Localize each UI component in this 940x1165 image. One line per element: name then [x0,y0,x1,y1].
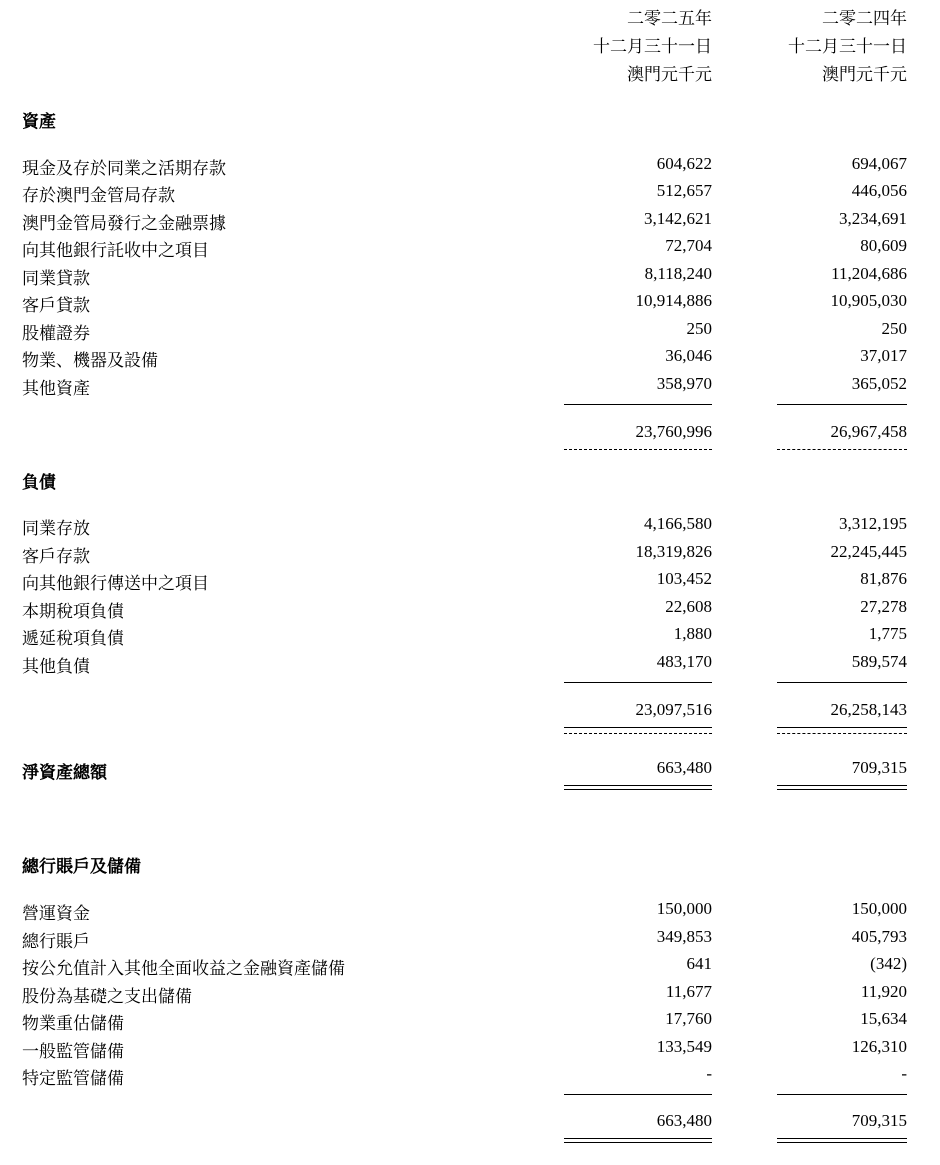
subtotal-rule [777,404,907,405]
liabilities-total-2024: 26,258,143 [830,700,907,719]
asset-row-2025: 358,970 [656,374,712,393]
header-2024-date: 十二月三十一日 [788,37,907,56]
net-assets-label: 淨資產總額 [22,763,107,783]
header-2025-year: 二零二五年 [627,9,712,28]
total-solid-rule [777,727,907,728]
subtotal-rule [564,404,712,405]
liability-row-2024: 22,245,445 [830,542,907,561]
asset-row-2025: 604,622 [656,154,712,173]
liability-row-2025: 4,166,580 [644,514,712,533]
liability-row-label: 同業存放 [22,519,90,538]
double-underline [777,785,907,790]
asset-row-2025: 72,704 [665,236,712,255]
reserve-row-2024: 405,793 [851,927,907,946]
asset-row-label: 其他資產 [22,379,90,398]
reserve-row-2024: 11,920 [860,982,907,1001]
subtotal-rule [777,1094,907,1095]
asset-row-label: 現金及存於同業之活期存款 [22,159,226,178]
section-title-assets: 資產 [22,112,56,132]
subtotal-rule [777,682,907,683]
asset-row-2025: 512,657 [656,181,712,200]
liability-row-2025: 1,880 [673,624,712,643]
head-office-total-2025: 663,480 [656,1111,712,1130]
liability-row-label: 客戶存款 [22,547,90,566]
reserve-row-label: 總行賬戶 [22,932,90,951]
reserve-row-2025: 349,853 [656,927,712,946]
reserve-row-label: 物業重估儲備 [22,1014,124,1033]
asset-row-label: 同業貸款 [22,269,90,288]
reserve-row-label: 股份為基礎之支出儲備 [22,987,192,1006]
asset-row-2024: 11,204,686 [831,264,907,283]
reserve-row-label: 一般監管儲備 [22,1042,124,1061]
reserve-row-2024: 150,000 [851,899,907,918]
reserve-row-label: 特定監管儲備 [22,1069,124,1088]
header-2024-year: 二零二四年 [822,9,907,28]
asset-row-2024: 10,905,030 [830,291,907,310]
reserve-row-2024: - [901,1064,907,1083]
header-2024-unit: 澳門元千元 [822,65,907,84]
header-2025-date: 十二月三十一日 [593,37,712,56]
double-underline [777,1138,907,1143]
liability-row-2024: 81,876 [860,569,907,588]
asset-row-2024: 446,056 [851,181,907,200]
assets-total-2025: 23,760,996 [635,422,712,441]
reserve-row-2025: 17,760 [665,1009,712,1028]
asset-row-2024: 37,017 [860,346,907,365]
asset-row-label: 股權證券 [22,324,90,343]
asset-row-label: 物業、機器及設備 [22,351,158,370]
liability-row-2025: 22,608 [665,597,712,616]
liability-row-label: 本期稅項負債 [22,602,124,621]
asset-row-label: 澳門金管局發行之金融票據 [22,214,226,233]
reserve-row-label: 按公允值計入其他全面收益之金融資產儲備 [22,959,345,978]
asset-row-label: 向其他銀行託收中之項目 [22,241,209,260]
asset-row-2025: 10,914,886 [635,291,712,310]
double-underline [564,785,712,790]
total-solid-rule [564,727,712,728]
liability-row-2024: 589,574 [851,652,907,671]
liability-row-2024: 3,312,195 [839,514,907,533]
asset-row-label: 存於澳門金管局存款 [22,186,175,205]
liability-row-label: 其他負債 [22,657,90,676]
asset-row-2024: 3,234,691 [839,209,907,228]
net-assets-2025: 663,480 [656,758,712,777]
section-title-head-office: 總行賬戶及儲備 [22,857,141,877]
reserve-row-2025: 133,549 [656,1037,712,1056]
total-dashed-rule [777,733,907,734]
asset-row-2024: 365,052 [851,374,907,393]
liabilities-total-2025: 23,097,516 [635,700,712,719]
reserve-row-2025: 11,677 [665,982,712,1001]
header-2025-unit: 澳門元千元 [627,65,712,84]
asset-row-2025: 250 [686,319,712,338]
asset-row-2024: 694,067 [851,154,907,173]
asset-row-2025: 8,118,240 [644,264,712,283]
total-dashed-rule [564,449,712,450]
reserve-row-2024: 126,310 [851,1037,907,1056]
liability-row-2024: 1,775 [868,624,907,643]
double-underline [564,1138,712,1143]
liability-row-2025: 483,170 [656,652,712,671]
liability-row-label: 向其他銀行傳送中之項目 [22,574,209,593]
reserve-row-2025: 641 [686,954,712,973]
reserve-row-2025: - [706,1064,712,1083]
reserve-row-label: 營運資金 [22,904,90,923]
liability-row-2025: 18,319,826 [635,542,712,561]
reserve-row-2024: 15,634 [860,1009,907,1028]
asset-row-2024: 80,609 [860,236,907,255]
liability-row-2025: 103,452 [656,569,712,588]
subtotal-rule [564,682,712,683]
total-dashed-rule [777,449,907,450]
head-office-total-2024: 709,315 [851,1111,907,1130]
asset-row-2025: 3,142,621 [644,209,712,228]
asset-row-2024: 250 [881,319,907,338]
net-assets-2024: 709,315 [851,758,907,777]
reserve-row-2025: 150,000 [656,899,712,918]
assets-total-2024: 26,967,458 [830,422,907,441]
asset-row-label: 客戶貸款 [22,296,90,315]
reserve-row-2024: (342) [870,954,907,973]
total-dashed-rule [564,733,712,734]
asset-row-2025: 36,046 [665,346,712,365]
subtotal-rule [564,1094,712,1095]
liability-row-2024: 27,278 [860,597,907,616]
section-title-liabilities: 負債 [22,473,56,493]
liability-row-label: 遞延稅項負債 [22,629,124,648]
